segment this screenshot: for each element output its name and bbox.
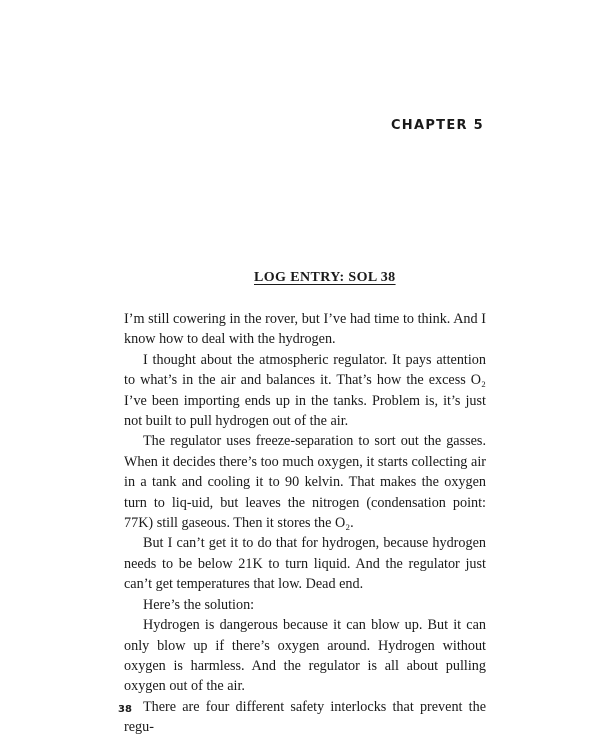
paragraph: I thought about the atmospheric regulator. It pays attention to what’s in the air and balances it. That’s how the excess O₂ I’ve been importing ends up in the tanks. Problem is, it’s just not built to pull hydrogen out of the air. xyxy=(124,351,486,430)
chapter-heading: CHAPTER 5 xyxy=(390,118,484,133)
log-entry-title: LOG ENTRY: SOL 38 xyxy=(254,270,396,285)
paragraph: I’m still cowering in the rover, but I’ve had time to think. And I know how to deal with the hydrogen. xyxy=(124,311,486,348)
paragraph: There are four different safety interlocks that prevent the regu- xyxy=(124,698,486,736)
page-number: 38 xyxy=(118,704,132,715)
body-text xyxy=(124,309,486,738)
paragraph: Here’s the solution: xyxy=(143,596,255,613)
paragraph: The regulator uses freeze-separation to sort out the gasses. When it decides there’s too much oxygen, it starts collecting air in a tank and cooling it to 90 kelvin. That makes the oxygen turn to liq-uid, but leaves the nitrogen (condensation point: 77K) still gaseous. Then it stores the O₂. xyxy=(124,433,486,532)
paragraph: But I can’t get it to do that for hydrogen, because hydrogen needs to be below 21K to turn liquid. And the regulator just can’t get temperatures that low. Dead end. xyxy=(124,535,486,593)
paragraph: Hydrogen is dangerous because it can blow up. But it can only blow up if there’s oxygen around. Hydrogen without oxygen is harmless. And the regulator is all about pulling oxygen out of the air. xyxy=(124,617,486,695)
